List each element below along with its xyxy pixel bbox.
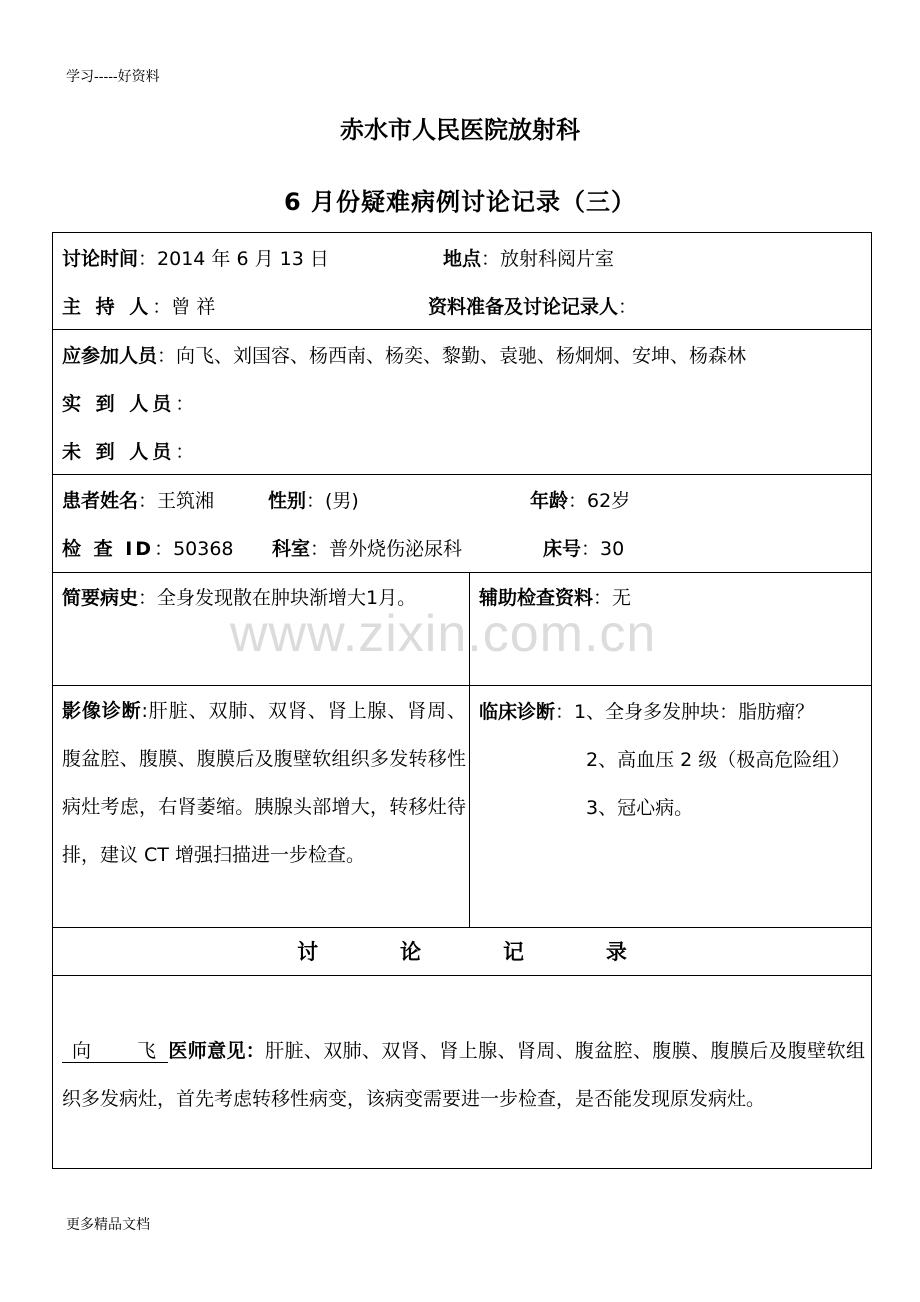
clinical-diagnosis-label: 临床诊断 [479,701,556,723]
expected-attendees-value: ：向飞、刘国容、杨西南、杨奕、黎勤、袁驰、杨炯炯、安坤、杨森林 [157,345,747,367]
bed-number-label: 床号 [543,538,582,560]
document-title: 6 月份疑难病例讨论记录（三） [283,188,637,216]
patient-age-label: 年龄 [530,490,569,512]
patient-sex-value: ：(男) [306,490,359,512]
department-label: 科室 [272,538,311,560]
recorder-label: 资料准备及讨论记录人 [428,296,619,318]
patient-name-label: 患者姓名 [62,490,139,512]
clinical-diagnosis-item-2: 2、高血压 2 级（极高危险组） [586,749,851,771]
meeting-time-field [62,247,329,271]
imaging-diagnosis-value: :肝脏、双肺、双肾、肾上腺、肾周、腹盆腔、腹膜、腹膜后及腹壁软组织多发转移性病灶考虑，右肾萎缩。胰腺头部增大，转移灶待排，建议 CT 增强扫描进一步检查。 [62,700,466,866]
discussion-heading: 讨 论 记 录 [297,940,627,964]
expected-attendees-label: 应参加人员 [62,345,158,367]
row-divider [52,572,872,573]
meeting-place-field [443,247,614,271]
opinion-text: 肝脏、双肺、双肾、肾上腺、肾周、腹盆腔、腹膜、腹膜后及腹壁软组织多发病灶，首先考虑转移性病变，该病变需要进一步检查，是否能发现原发病灶。 [62,1040,865,1110]
bed-number-field [543,537,624,561]
row-divider [52,685,872,686]
absent-attendees-field [62,440,194,464]
clinical-diagnosis-field [479,700,814,724]
absent-attendees-value: ： [175,441,195,463]
patient-sex-label: 性别 [268,490,307,512]
meeting-place-value: ：放射科阅片室 [481,248,615,270]
exam-id-field [62,537,234,561]
aux-exam-label: 辅助检查资料 [479,587,594,609]
hospital-title: 赤水市人民医院放射科 [340,116,580,144]
patient-name-field [62,489,214,513]
footer-note: 更多精品文档 [66,1217,150,1233]
opinion-label: 医师意见： [168,1040,266,1062]
meeting-time-value: ：2014 年 6 月 13 日 [138,248,329,270]
history-value: ：全身发现散在肿块渐增大1月。 [138,587,417,609]
clinical-diagnosis-item-1: ：1、全身多发肿块：脂肪瘤？ [555,701,815,723]
row-divider [52,474,872,475]
present-attendees-value: ： [175,393,195,415]
recorder-field [428,295,637,319]
patient-sex-field [268,489,359,513]
host-field [62,295,215,319]
patient-name-value: ：王筑湘 [138,490,215,512]
bed-number-value: ：30 [581,538,625,560]
meeting-time-label: 讨论时间 [62,248,139,270]
exam-id-label: 检 查 ID [62,538,155,560]
speaker-name: 向 飞 [62,1040,168,1063]
row-divider [52,927,872,928]
discussion-opinion [62,1027,865,1123]
patient-age-value: ：62岁 [568,490,631,512]
row-divider [52,329,872,330]
exam-id-value: ：50368 [154,538,234,560]
absent-attendees-label: 未 到 人员 [62,441,176,463]
history-label: 简要病史 [62,587,139,609]
host-value: ：曾 祥 [152,296,216,318]
header-note: 学习-----好资料 [66,69,160,85]
recorder-value: ： [618,296,638,318]
meeting-place-label: 地点 [443,248,482,270]
aux-exam-value: ：无 [593,587,632,609]
imaging-diagnosis-label: 影像诊断 [62,700,142,722]
present-attendees-label: 实 到 人员 [62,393,176,415]
patient-age-field [530,489,630,513]
host-label: 主 持 人 [62,296,153,318]
watermark: www.zixin.com.cn [230,605,657,663]
present-attendees-field [62,392,194,416]
department-field [272,537,462,561]
row-divider [52,975,872,976]
clinical-diagnosis-item-3: 3、冠心病。 [586,797,694,819]
department-value: ：普外烧伤泌尿科 [310,538,463,560]
expected-attendees-field [62,344,746,368]
imaging-diagnosis-field [62,687,466,879]
